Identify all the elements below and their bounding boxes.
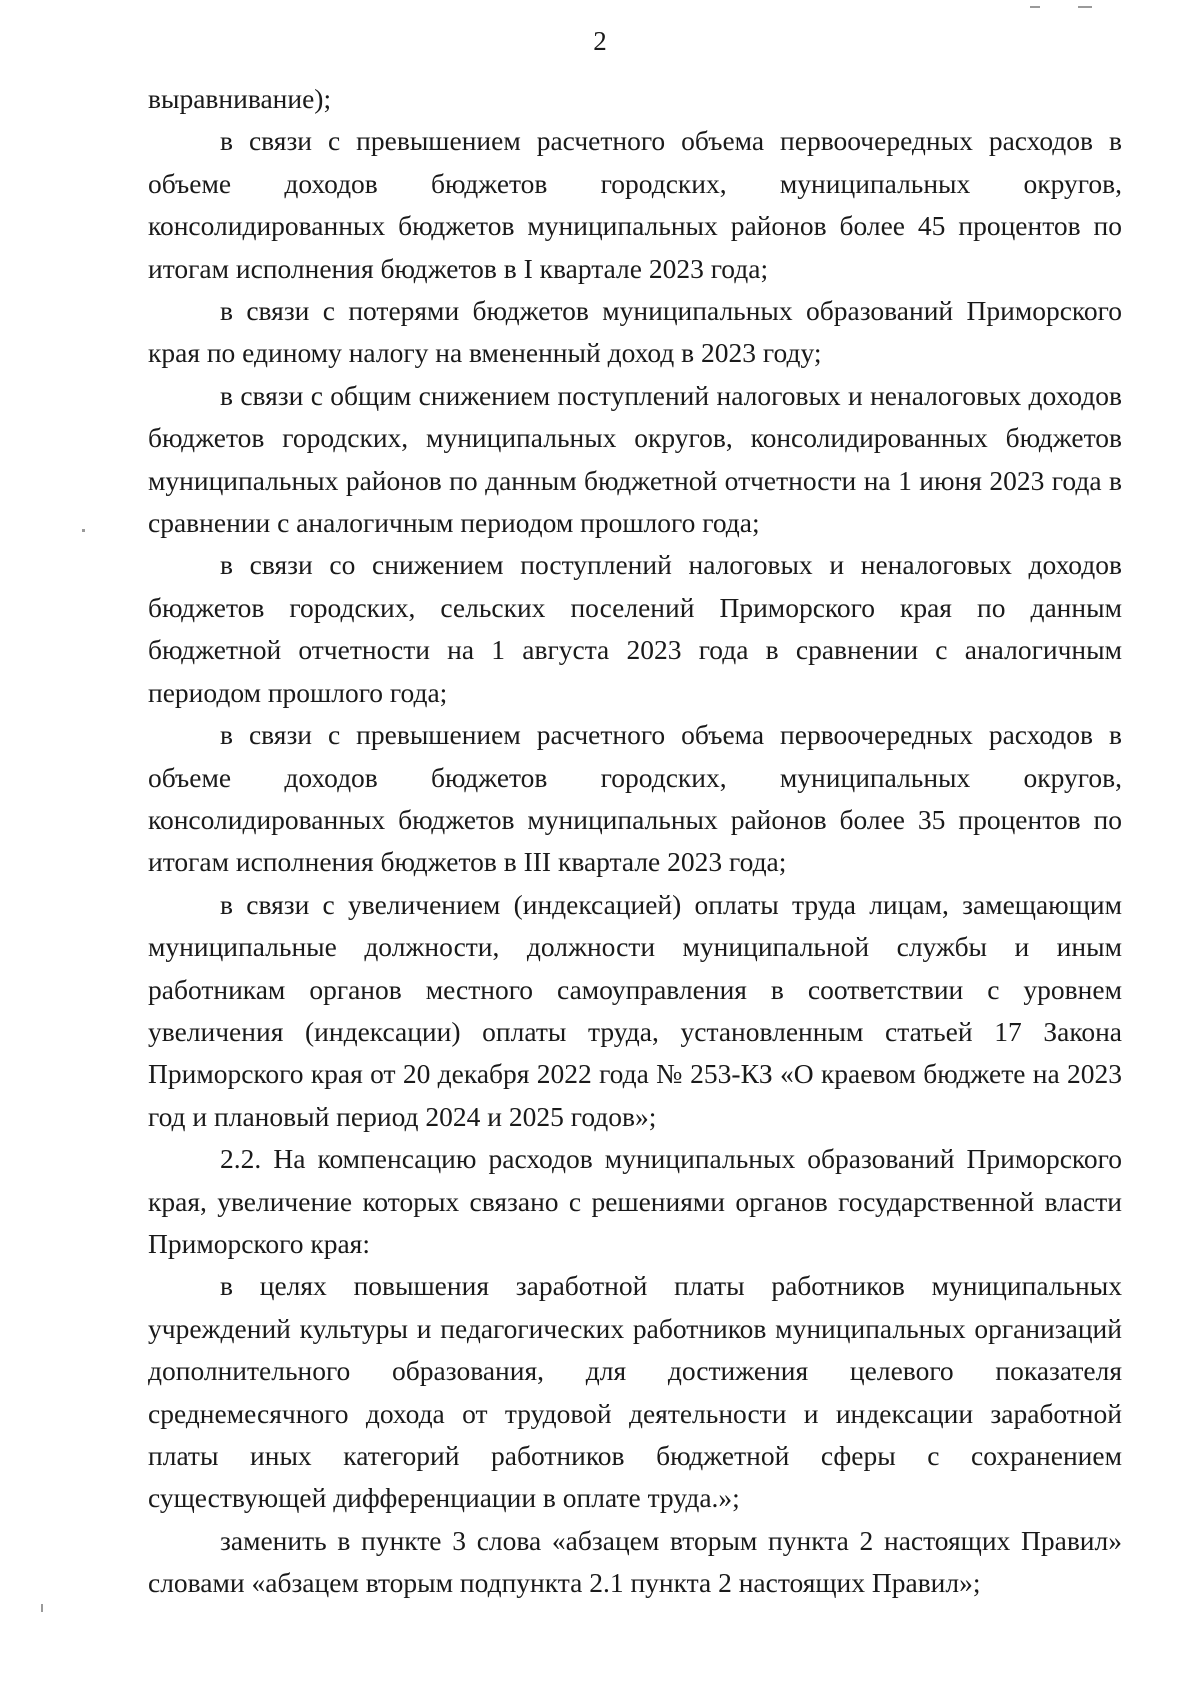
scan-mark-top-right xyxy=(1030,6,1040,8)
page-number: 2 xyxy=(593,26,607,56)
paragraph-third-quarter-expenses: в связи с превышением расчетного объема первоочередных расходов в объеме доходов бюджетов городских, муниципальных округов, консолидированных бюджетов муниципальных районов более 35 процентов по итогам исполнения бюджетов в III квартале 2023 года; xyxy=(148,719,1122,878)
paragraph-revenue-decrease-june: в связи с общим снижением поступлений налоговых и неналоговых доходов бюджетов городских, муниципальных округов, консолидированных бюджетов муниципальных районов по данным бюджетной отчетности на 1 июня 2023 года в сравнении с аналогичным периодом прошлого года; xyxy=(148,379,1122,539)
paragraph-salary-increase-goals: в целях повышения заработной платы работников муниципальных учреждений культуры и педагогических работников муниципальных организаций дополнительного образования, для достижения целевого показателя среднемесячного дохода от трудовой деятельности и индексации заработной платы иных категорий работников бюджетной сферы с сохранением существующей дифференциации в оплате труда.»; xyxy=(148,1270,1122,1514)
paragraph-revenue-decrease-august: в связи со снижением поступлений налоговых и неналоговых доходов бюджетов городских, сельских поселений Приморского края по данным бюджетной отчетности на 1 августа 2023 года в сравнении с аналогичным периодом прошлого года; xyxy=(148,549,1122,708)
scan-mark-left-margin xyxy=(82,529,85,532)
paragraph-section-2-2: 2.2. На компенсацию расходов муниципальных образований Приморского края, увеличение которых связано с решениями органов государственной власти Приморского края: xyxy=(148,1143,1122,1259)
paragraph-continuation: выравнивание); xyxy=(148,83,332,114)
paragraph-replace-wording: заменить в пункте 3 слова «абзацем вторым пункта 2 настоящих Правил» словами «абзацем вторым подпункта 2.1 пункта 2 настоящих Правил»; xyxy=(148,1524,1122,1599)
paragraph-salary-indexation: в связи с увеличением (индексацией) оплаты труда лицам, замещающим муниципальные должности, должности муниципальной службы и иным работникам органов местного самоуправления в соответствии с уровнем увеличения (индексации) оплаты труда, установленным статьей 17 Закона Приморского края от 20 декабря 2022 года № 253-КЗ «О краевом бюджете на 2023 год и плановый период 2024 и 2025 годов»; xyxy=(148,888,1122,1132)
paragraph-first-quarter-expenses: в связи с превышением расчетного объема первоочередных расходов в объеме доходов бюджетов городских, муниципальных округов, консолидированных бюджетов муниципальных районов более 45 процентов по итогам исполнения бюджетов в I квартале 2023 года; xyxy=(148,125,1122,284)
document-body xyxy=(148,78,1122,1605)
scan-mark-top-right-2 xyxy=(1078,6,1092,8)
scan-mark-left-bottom xyxy=(41,1604,43,1612)
paragraph-imputed-income-tax-losses: в связи с потерями бюджетов муниципальных образований Приморского края по единому налогу на вмененный доход в 2023 году; xyxy=(148,295,1122,369)
